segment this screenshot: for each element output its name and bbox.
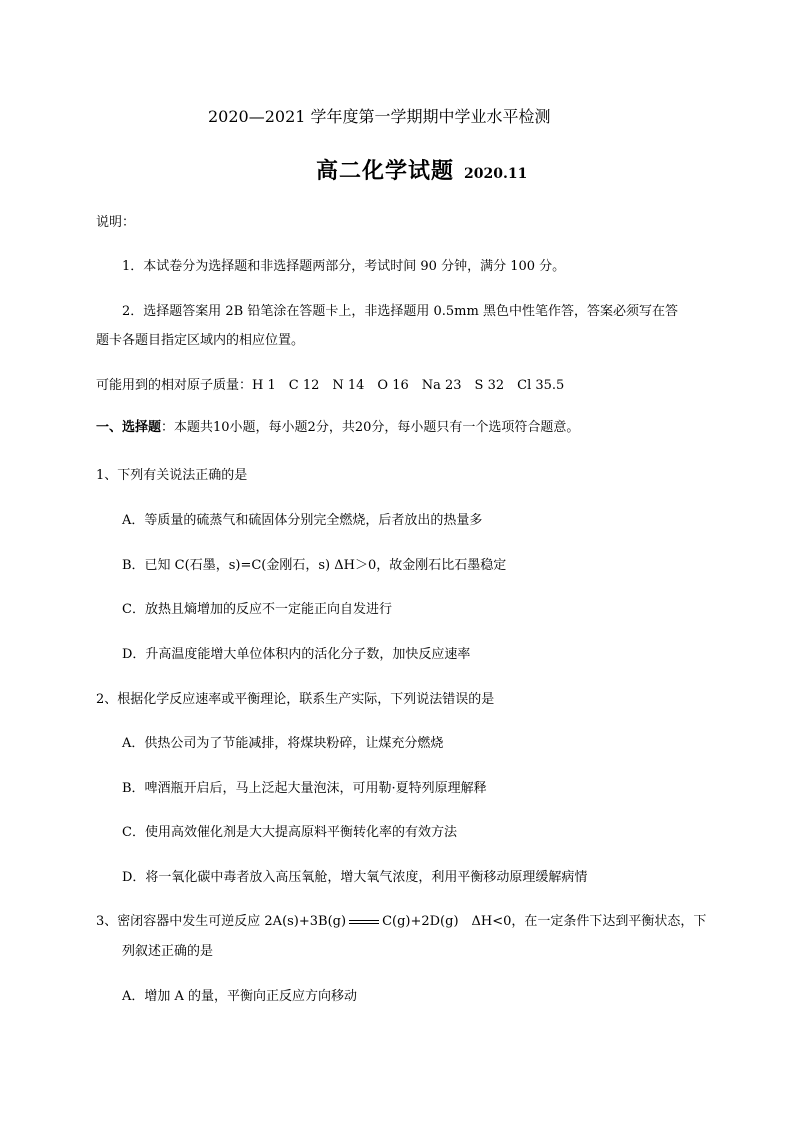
instructions-label: 说明： (96, 215, 136, 230)
instruction-item-2-line1: 2．选择题答案用 2B 铅笔涂在答题卡上，非选择题用 0.5mm 黑色中性笔作答，答案必须写在答 (122, 304, 678, 319)
question-3-stem-line2: 列叙述正确的是 (122, 944, 214, 959)
question-3-option-a: A．增加 A 的量，平衡向正反应方向移动 (122, 989, 358, 1004)
exam-date: 2020.11 (464, 166, 528, 182)
question-1-option-c: C．放热且熵增加的反应不一定能正向自发进行 (122, 602, 392, 617)
question-1-stem: 1、下列有关说法正确的是 (96, 468, 248, 483)
question-1-option-b: B．已知 C(石墨，s)=C(金刚石，s) ΔH＞0，故金刚石比石墨稳定 (122, 558, 507, 573)
section-1-desc: ：本题共10小题，每小题2分，共20分，每小题只有一个选项符合题意。 (161, 420, 580, 435)
question-1-option-d: D．升高温度能增大单位体积内的活化分子数，加快反应速率 (122, 647, 471, 662)
question-2-option-b: B．啤酒瓶开启后，马上泛起大量泡沫，可用勒·夏特列原理解释 (122, 781, 487, 796)
question-2-option-a: A．供热公司为了节能减排，将煤块粉碎，让煤充分燃烧 (122, 736, 444, 751)
section-1-label: 一、选择题 (96, 420, 162, 435)
instruction-item-1: 1．本试卷分为选择题和非选择题两部分，考试时间 90 分钟，满分 100 分。 (122, 259, 566, 274)
exam-subtitle (316, 158, 528, 184)
reversible-arrow-icon (349, 917, 379, 927)
question-3-stem-prefix: 3、密闭容器中发生可逆反应 2A(s)+3B(g) (96, 914, 347, 929)
subject-title: 高二化学试题 (316, 158, 455, 184)
question-1-option-a: A．等质量的硫蒸气和硫固体分别完全燃烧，后者放出的热量多 (122, 513, 483, 528)
exam-header-title: 2020—2021 学年度第一学期期中学业水平检测 (208, 107, 551, 126)
question-2-stem: 2、根据化学反应速率或平衡理论，联系生产实际，下列说法错误的是 (96, 692, 495, 707)
section-1-heading (96, 420, 579, 436)
question-3-stem-suffix: C(g)+2D(g) ΔH<0，在一定条件下达到平衡状态，下 (382, 914, 707, 929)
atomic-masses: 可能用到的相对原子质量：H 1 C 12 N 14 O 16 Na 23 S 32 Cl 35.5 (96, 378, 565, 393)
question-3-stem (96, 914, 706, 930)
instruction-item-2-line2: 题卡各题目指定区域内的相应位置。 (96, 333, 305, 348)
question-2-option-c: C．使用高效催化剂是大大提高原料平衡转化率的有效方法 (122, 825, 457, 840)
question-2-option-d: D．将一氧化碳中毒者放入高压氧舱，增大氧气浓度，利用平衡移动原理缓解病情 (122, 870, 588, 885)
